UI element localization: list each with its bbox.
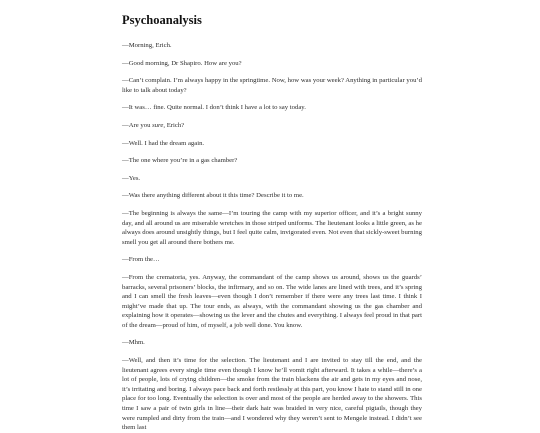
paragraph-text: —Are you <box>122 121 153 129</box>
dialogue-paragraph: —The beginning is always the same—I’m touring the camp with my superior officer, and it’s a bright sunny day, and all around us are miserable wretches in those striped uniforms. The lieutenant looks a little green, as he always does around unsightly things, but I feel quite calm, invigorated even. Not even that sickly-sweet burning smell you get all around there bothers me. <box>122 209 422 246</box>
dialogue-paragraph: —Morning, Erich. <box>122 42 172 49</box>
dialogue-paragraph: —The one where you’re in a gas chamber? <box>122 157 238 165</box>
dialogue-paragraph: —From the crematoria, yes. Anyway, the commandant of the camp shows us around, shows us the guards’ barracks, several prisoners’ blocks, the infirmary, and so on. The wide lanes are lined with trees, and it’s spring and I can smell the fresh leaves—even though I don’t remember if there were any trees last time. I think I might’ve made that up. The tour ends, as always, with the commandant showing us the gas chamber and explaining how it operates—showing us the lever and the chutes and everything. I always feel proud in that part of the dream—proud of him, of myself, a job well done. You know. <box>122 273 422 329</box>
paragraph-text: , Erich? <box>163 121 185 129</box>
dialogue-paragraph: —Well, and then it’s time for the selection. The lieutenant and I are invited to stay till the end, and the lieutenant agrees every single time even though I know he’ll vomit right afterward. It takes a while—there’s a lot of people, lots of crying children—the smoke from the train blackens the air and gets in my eyes and nose, it’s irritating and boring. I always pace back and forth restlessly at this part, you know I hate to stand still in one place for too long. Eventually the selection is over and most of the people are herded away to the showers. This time I saw a pair of twin girls in line—their dark hair was braided in very nice, careful pigtails, though they were rumpled and dirty from the train—and I wondered why they weren’t sent to Mengele instead. I didn’t see them last <box>122 357 422 432</box>
dialogue-paragraph: —Yes. <box>122 174 141 182</box>
dialogue-paragraph: —Well. I had the dream again. <box>122 139 205 147</box>
dialogue-paragraph: —From the… <box>122 256 160 264</box>
dialogue-paragraph: —It was… fine. Quite normal. I don’t think I have a lot to say today. <box>122 104 306 112</box>
dialogue-paragraph: —Mhm. <box>122 339 145 347</box>
document-title: Psychoanalysis <box>122 13 202 27</box>
dialogue-paragraph: —Was there anything different about it this time? Describe it to me. <box>122 192 304 200</box>
dialogue-paragraph <box>122 121 422 131</box>
dialogue-paragraph: —Can’t complain. I’m always happy in the springtime. Now, how was your week? Anything in particular you’d like to talk about today? <box>122 77 422 94</box>
emphasis-text: sure <box>152 121 164 129</box>
dialogue-paragraph: —Good morning, Dr Shapiro. How are you? <box>122 59 242 67</box>
